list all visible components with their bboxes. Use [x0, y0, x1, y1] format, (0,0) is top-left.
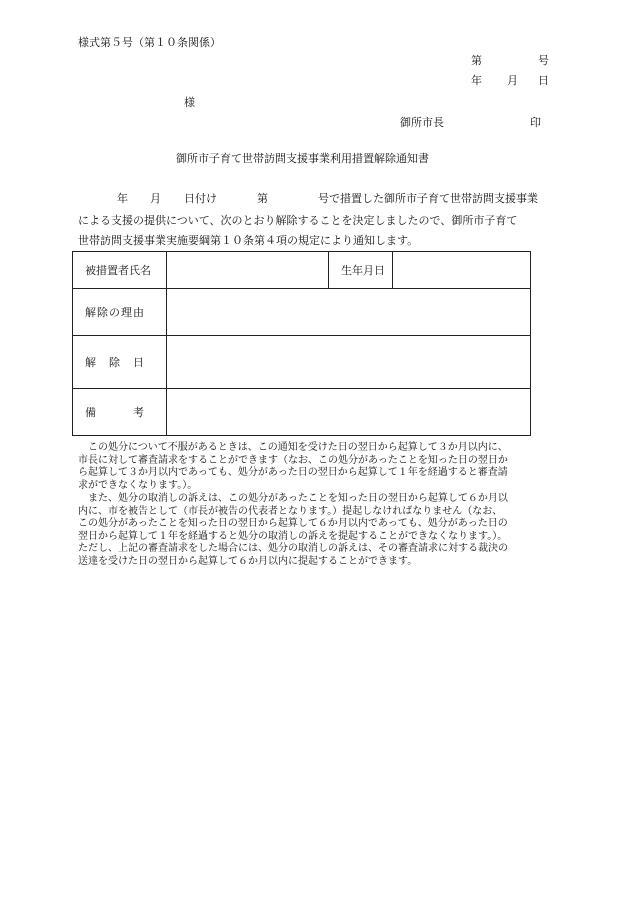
remarks-label: 備 考 — [73, 389, 167, 436]
document-number-label: 第 — [471, 54, 482, 67]
body-line-2: による支援の提供について、次のとおり解除することを決定しましたので、御所市子育て — [78, 214, 518, 227]
notice-line: 翌日から起算して１年を経過すると処分の取消しの訴えを提起することができなくなります。）。 — [78, 530, 508, 542]
cancel-date-field[interactable] — [167, 336, 531, 389]
notice-line: ただし、上記の審査請求をした場合には、処分の取消しの訴えは、その審査請求に対する裁決の — [78, 543, 508, 555]
form-number: 様式第５号（第１０条関係） — [78, 36, 221, 49]
notice-line: 求ができなくなります。）。 — [78, 479, 198, 491]
reason-label: 解除の理由 — [73, 289, 167, 336]
name-field[interactable] — [167, 252, 329, 289]
addressee-honorific: 様 — [184, 96, 195, 109]
cancel-date-label: 解 除 日 — [73, 336, 167, 389]
info-table — [72, 251, 531, 436]
notice-line: 送達を受けた日の翌日から起算して６か月以内に提起することができます。 — [78, 555, 418, 567]
body-number-label: 第 — [257, 192, 268, 205]
body-line-3: 世帯訪問支援事業実施要綱第１０条第４項の規定により通知します。 — [78, 234, 419, 247]
table-row — [73, 289, 531, 336]
name-label: 被措置者氏名 — [73, 252, 167, 289]
table-row — [73, 389, 531, 436]
body-year-label: 年 — [117, 192, 128, 205]
body-month-label: 月 — [150, 192, 161, 205]
document-title: 御所市子育て世帯訪問支援事業利用措置解除通知書 — [176, 152, 429, 165]
reason-field[interactable] — [167, 289, 531, 336]
notice-line: 内に、市を被告として（市長が被告の代表者となります。）提起しなければなりません（なお、 — [78, 505, 503, 517]
birthdate-field[interactable] — [393, 252, 531, 289]
remarks-field[interactable] — [167, 389, 531, 436]
notice-line: この処分があったことを知った日の翌日から起算して６か月以内であっても、処分があった日の — [78, 518, 508, 530]
issuer-name: 御所市長 — [400, 116, 444, 129]
date-month-label: 月 — [507, 74, 518, 87]
birthdate-label: 生年月日 — [329, 252, 393, 289]
appeal-notice-paragraph — [78, 442, 554, 492]
document-number-suffix: 号 — [538, 54, 549, 67]
lawsuit-notice-paragraph — [78, 493, 554, 569]
body-date-suffix: 日付け — [184, 192, 217, 205]
notice-line: 市長に対して審査請求をすることができます（なお、この処分があったことを知った日の翌日か — [78, 454, 508, 466]
date-day-label: 日 — [538, 74, 549, 87]
seal-mark: 印 — [530, 116, 541, 129]
notice-line: ら起算して３か月以内であっても、処分があった日の翌日から起算して１年を経過すると審査請 — [78, 467, 508, 479]
notice-line: また、処分の取消しの訴えは、この処分があったことを知った日の翌日から起算して６か月以 — [78, 493, 508, 504]
date-year-label: 年 — [471, 74, 482, 87]
notice-line: この処分について不服があるときは、この通知を受けた日の翌日から起算して３か月以内に、 — [78, 442, 508, 453]
table-row — [73, 336, 531, 389]
body-line-1-text: 号で措置した御所市子育て世帯訪問支援事業 — [318, 192, 538, 205]
table-row — [73, 252, 531, 289]
